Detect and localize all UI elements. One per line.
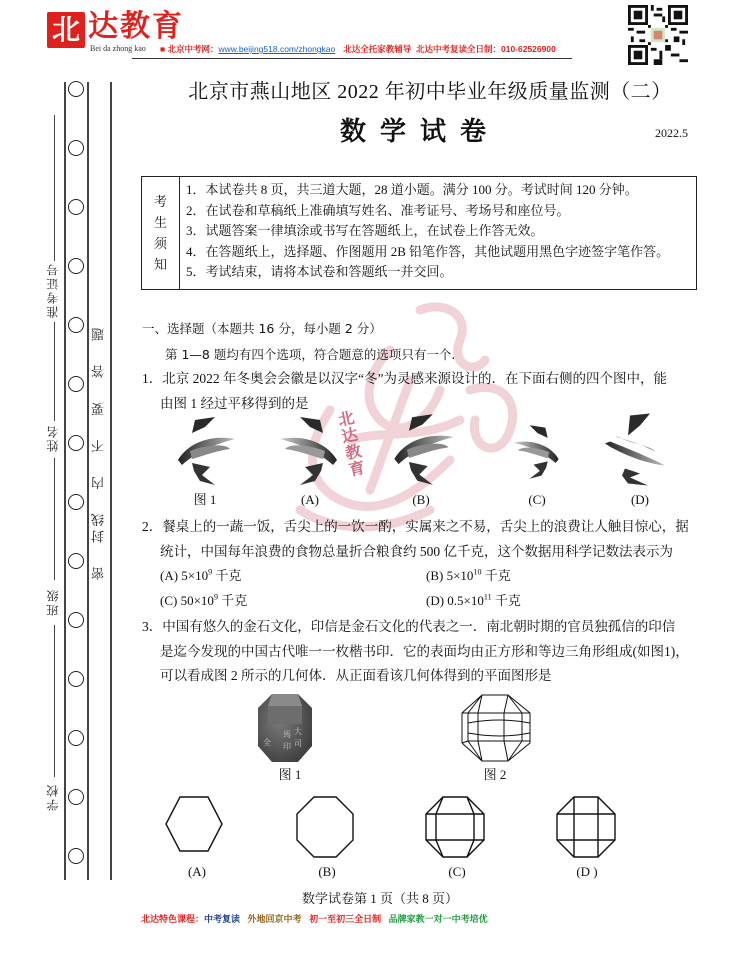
q3-option-b-octagon[interactable]: [296, 796, 354, 858]
notice-label-char: 知: [153, 257, 167, 272]
logo-mark: 北: [47, 12, 85, 48]
section-instruction: 第 1—8 题均有四个选项，符合题意的选项只有一个.: [165, 347, 456, 362]
footer-ad-item: 初一至初三全日制: [309, 914, 382, 924]
seal-char: 馬: [283, 730, 291, 739]
binding-hole-icon: [68, 848, 84, 864]
notice-item: 1．本试卷共 8 页，共三道大题，28 道小题。满分 100 分。考试时间 120 分钟。: [186, 182, 638, 197]
q1-text-line1: 1．北京 2022 年冬奥会会徽是以汉字“冬”为灵感来源设计的．在下面右侧的四个图中，能: [142, 371, 667, 386]
header-links: [160, 44, 556, 55]
binding-line-right: [110, 82, 112, 880]
qr-code-icon: [628, 5, 688, 65]
q3-caption-b[interactable]: (B): [318, 864, 336, 879]
q3-caption-c[interactable]: (C): [448, 864, 466, 879]
binding-hole-icon: [68, 376, 84, 392]
binding-line-middle: [87, 82, 89, 880]
q3-option-a-hexagon[interactable]: [165, 796, 223, 852]
q3-caption-figure-2: 图 2: [483, 767, 507, 782]
q2-option-b[interactable]: (B) $5\times 10^{10}$ 千克: [426, 567, 511, 583]
header-rule: [132, 58, 572, 59]
footer-ad-item: 中考复读: [204, 914, 241, 924]
notice-item: 5．考试结束，请将本试卷和答题纸一并交回。: [186, 264, 453, 279]
seal-char: 全: [263, 738, 271, 747]
q1-caption-a[interactable]: (A): [300, 492, 320, 507]
subject-title: 数学试卷: [339, 117, 500, 147]
logo-text: 达教育: [88, 9, 184, 44]
binding-hole-icon: [68, 258, 84, 274]
notice-items: [180, 177, 696, 289]
q3-option-c-figure[interactable]: [425, 796, 485, 858]
section-heading: 一、选择题（本题共 16 分，每小题 2 分）: [142, 321, 382, 336]
exam-id-label: 准考证号: [46, 262, 60, 318]
q1-caption-d[interactable]: (D): [630, 492, 650, 507]
q2-option-c[interactable]: (C) $50\times 10^9$ 千克: [160, 592, 248, 608]
q1-option-b-figure: [385, 412, 460, 487]
footer-ad: [141, 914, 488, 925]
q1-option-d-figure: [600, 412, 670, 487]
binding-hole-icon: [68, 317, 84, 333]
q1-option-a-figure: [275, 415, 345, 487]
notice-item: 2．在试卷和草稿纸上准确填写姓名、准考证号、考场号和座位号。: [186, 202, 570, 218]
binding-hole-icon: [68, 494, 84, 510]
binding-line-left: [64, 82, 66, 880]
header-site-label: ■ 北京中考网：: [160, 44, 219, 54]
binding-hole-icon: [68, 671, 84, 687]
footer-ad-item: 品牌家教一对一中考培优: [388, 914, 488, 924]
q1-text-line2: 由图 1 经过平移得到的是: [160, 396, 309, 411]
class-blank[interactable]: [54, 458, 55, 580]
q3-text-line1: 3．中国有悠久的金石文化，印信是金石文化的代表之一．南北朝时期的官员独孤信的印信: [142, 619, 676, 634]
binding-hole-icon: [68, 140, 84, 156]
binding-hole-icon: [68, 81, 84, 97]
notice-item: 3．试题答案一律填涂或书写在答题纸上，在试卷上作答无效。: [186, 223, 544, 238]
footer-ad-item: 外地回京中考: [247, 914, 302, 924]
seal-char: 大: [294, 727, 302, 736]
q1-caption-c[interactable]: (C): [528, 492, 546, 507]
q1-option-c-figure: [510, 422, 565, 482]
class-label: 班级: [46, 588, 60, 616]
q1-caption-b[interactable]: (B): [412, 492, 430, 507]
q2-option-d[interactable]: (D) $0.5\times 10^{11}$ 千克: [426, 592, 521, 608]
q3-solid-wireframe: [460, 693, 532, 763]
header-promo-2: 北达中考复读全日制：010-62526900: [415, 44, 556, 54]
q3-seal-photo: [256, 692, 314, 764]
binding-hole-icon: [68, 553, 84, 569]
footer-ad-label: 北达特色课程：: [141, 914, 205, 924]
q3-caption-a[interactable]: (A): [187, 864, 207, 879]
school-blank[interactable]: [54, 625, 55, 777]
name-blank[interactable]: [54, 322, 55, 421]
header-promo-1: 北达全托家教辅导: [343, 44, 412, 54]
name-label: 姓名: [46, 424, 60, 452]
binding-hole-icon: [68, 435, 84, 451]
q1-caption-figure-1: 图 1: [193, 492, 217, 507]
q2-text-line2: 统计，中国每年浪费的食物总量折合粮食约 500 亿千克，这个数据用科学记数法表示为: [160, 544, 673, 559]
page-number: 数学试卷第 1 页（共 8 页）: [301, 891, 458, 906]
header-site-link[interactable]: www.beijing518.com/zhongkao: [218, 44, 336, 54]
binding-hole-icon: [68, 789, 84, 805]
exam-date: 2022.5: [655, 126, 688, 140]
watermark-text: 北达教育: [334, 408, 367, 480]
notice-label-char: 生: [153, 215, 167, 230]
school-label: 学校: [46, 783, 60, 811]
candidate-notice-box: [141, 176, 697, 290]
notice-item: 4．在答题纸上，选择题、作图题用 2B 铅笔作答，其他试题用黑色字迹签字笔作答。: [186, 243, 670, 259]
q2-text-line1: 2．餐桌上的一蔬一饭，舌尖上的一饮一酌，实属来之不易，舌尖上的浪费让人触目惊心，据: [142, 519, 689, 534]
exam-title: 北京市燕山地区 2022 年初中毕业年级质量监测（二）: [188, 81, 672, 103]
notice-label: [142, 177, 180, 289]
q3-text-line3: 可以看成图 2 所示的几何体．从正面看该几何体得到的平面图形是: [160, 668, 552, 683]
q3-option-d-figure[interactable]: [556, 796, 616, 858]
seal-note-upper: 线 内 不 要 答 题: [92, 318, 107, 527]
q3-text-line2: 是迄今发现的中国古代唯一一枚楷书印．它的表面均由正方形和等边三角形组成(如图1)，: [160, 644, 689, 659]
binding-hole-icon: [68, 612, 84, 628]
exam-id-blank[interactable]: [54, 115, 55, 261]
seal-char: 印: [283, 742, 291, 751]
seal-note-lower: 密 封: [92, 520, 107, 581]
q3-caption-figure-1: 图 1: [278, 767, 302, 782]
binding-hole-icon: [68, 730, 84, 746]
binding-hole-icon: [68, 199, 84, 215]
q3-caption-d[interactable]: (D ): [576, 864, 598, 879]
logo-subtitle: Bei da zhong kao: [90, 44, 146, 53]
seal-char: 司: [294, 739, 302, 748]
q1-figure-1: [170, 415, 240, 487]
notice-label-char: 考: [153, 194, 167, 209]
q2-option-a[interactable]: (A) $5\times 10^9$ 千克: [160, 567, 242, 583]
notice-label-char: 须: [153, 236, 167, 251]
